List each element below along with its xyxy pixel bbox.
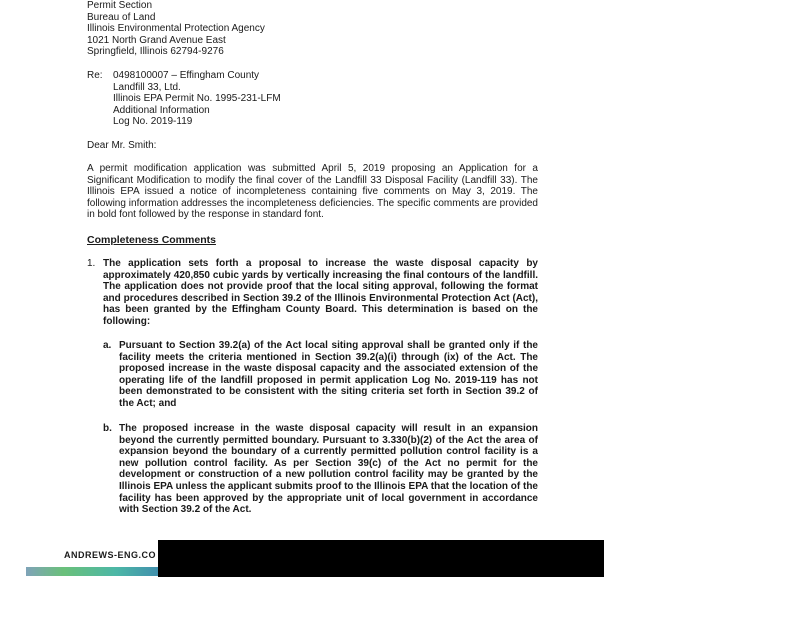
re-line: Additional Information	[113, 104, 210, 116]
re-line: Landfill 33, Ltd.	[113, 81, 181, 93]
subitem-text: Pursuant to Section 39.2(a) of the Act local siting approval shall be granted only if the facility meets the criteria mentioned in Section 39.2(a)(i) through (ix) of the Act. The proposed increase in the waste disposal capacity and the associated extension of the operating life of the landfill proposed in permit application Log No. 2019-119 has not been demonstrated to be consistent with the siting criteria set forth in Section 39.2 of the Act; and	[119, 340, 538, 409]
salutation: Dear Mr. Smith:	[87, 140, 157, 151]
re-line: 0498100007 – Effingham County	[113, 70, 260, 81]
address-line: Permit Section	[87, 0, 153, 11]
re-block	[113, 70, 281, 128]
item-text: The application sets forth a proposal to increase the waste disposal capacity by approximately 420,850 cubic yards by vertically increasing the final contours of the landfill. The application does not provide proof that the local siting approval, following the format and procedures described in Section 39.2 of the Illinois Environmental Protection Act (Act), has been granted by the Effingham County Board. This determination is based on the following:	[103, 258, 538, 327]
address-line: Illinois Environmental Protection Agency	[87, 23, 265, 35]
address-line: Springfield, Illinois 62794-9276	[87, 46, 224, 58]
subitem-text: The proposed increase in the waste disposal capacity will result in an expansion beyond the currently permitted boundary. Pursuant to 3.330(b)(2) of the Act the area of expansion beyond the boundary of a currently permitted pollution control facility is a new pollution control facility. As per Section 39(c) of the Act no permit for the development or construction of a new pollution control facility may be granted by the Illinois EPA unless the applicant submits proof to the Illinois EPA that the location of the facility has been approved by the appropriate unit of local government in accordance with Section 39.2 of the Act.	[119, 423, 538, 516]
re-line: Illinois EPA Permit No. 1995-231-LFM	[113, 93, 281, 105]
footer-website: ANDREWS-ENG.CO	[64, 550, 156, 560]
section-heading: Completeness Comments	[87, 234, 216, 246]
re-line: Log No. 2019-119	[113, 116, 193, 128]
subitem-label: b.	[103, 423, 112, 434]
address-line: 1021 North Grand Avenue East	[87, 34, 226, 46]
subitem-label: a.	[103, 340, 112, 351]
address-line: Bureau of Land	[87, 11, 156, 23]
item-number: 1.	[87, 258, 96, 269]
intro-paragraph: A permit modification application was submitted April 5, 2019 proposing an Application for a Significant Modification to modify the final cover of the Landfill 33 Disposal Facility (Landfill 33). The Illinois EPA issued a notice of incompleteness containing five comments on May 3, 2019. The following information addresses the incompleteness deficiencies. The specific comments are provided in bold font followed by the response in standard font.	[87, 163, 538, 221]
footer-color-stripe	[26, 567, 176, 576]
re-label: Re:	[87, 70, 103, 81]
recipient-address	[87, 0, 265, 58]
redaction-block	[158, 540, 604, 577]
